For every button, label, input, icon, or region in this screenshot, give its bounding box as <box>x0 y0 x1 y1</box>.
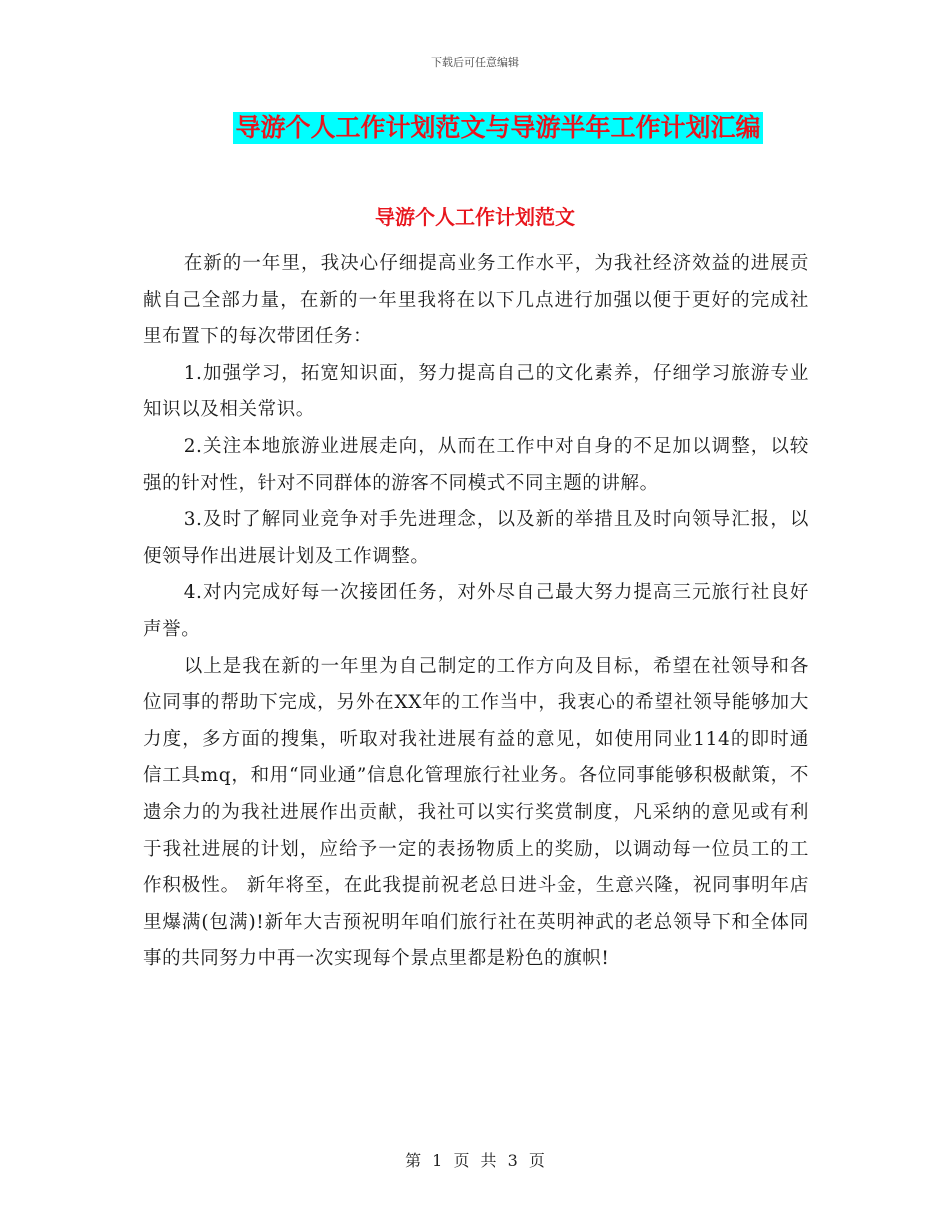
paragraph-intro: 在新的一年里，我决心仔细提高业务工作水平，为我社经济效益的进展贡献自己全部力量，在新的一年里我将在以下几点进行加强以便于更好的完成社里布置下的每次带团任务： <box>143 253 809 348</box>
section-title: 导游个人工作计划范文 <box>375 205 575 229</box>
document-body <box>143 246 809 978</box>
paragraph-item-3: 3.及时了解同业竞争对手先进理念，以及新的举措且及时向领导汇报，以便领导作出进展计划及工作调整。 <box>143 509 809 567</box>
page-header-note: 下载后可任意编辑 <box>431 56 519 69</box>
page-number: 第 1 页 共 3 页 <box>405 1151 545 1170</box>
paragraph-conclusion: 以上是我在新的一年里为自己制定的工作方向及目标，希望在社领导和各位同事的帮助下完成，另外在XX年的工作当中，我衷心的希望社领导能够加大力度，多方面的搜集，听取对我社进展有益的意见，如使用同业114的即时通信工具mq，和用“同业通”信息化管理旅行社业务。各位同事能够积极献策，不遗余力的为我社进展作出贡献，我社可以实行奖赏制度，凡采纳的意见或有利于我社进展的计划，应给予一定的表扬物质上的奖励，以调动每一位员工的工作积极性。 新年将至，在此我提前祝老总日进斗金，生意兴隆，祝同事明年店里爆满(包满)!新年大吉预祝明年咱们旅行社在英明神武的老总领导下和全体同事的共同努力中再一次实现每个景点里都是粉色的旗帜! <box>143 655 809 970</box>
paragraph-item-4: 4.对内完成好每一次接团任务，对外尽自己最大努力提高三元旅行社良好声誉。 <box>143 582 809 640</box>
paragraph-item-2: 2.关注本地旅游业进展走向，从而在工作中对自身的不足加以调整，以较强的针对性，针对不同群体的游客不同模式不同主题的讲解。 <box>143 435 809 494</box>
paragraph-item-1: 1.加强学习，拓宽知识面，努力提高自己的文化素养，仔细学习旅游专业知识以及相关常识。 <box>143 362 809 421</box>
main-title-container <box>0 112 950 144</box>
document-title: 导游个人工作计划范文与导游半年工作计划汇编 <box>235 113 761 142</box>
